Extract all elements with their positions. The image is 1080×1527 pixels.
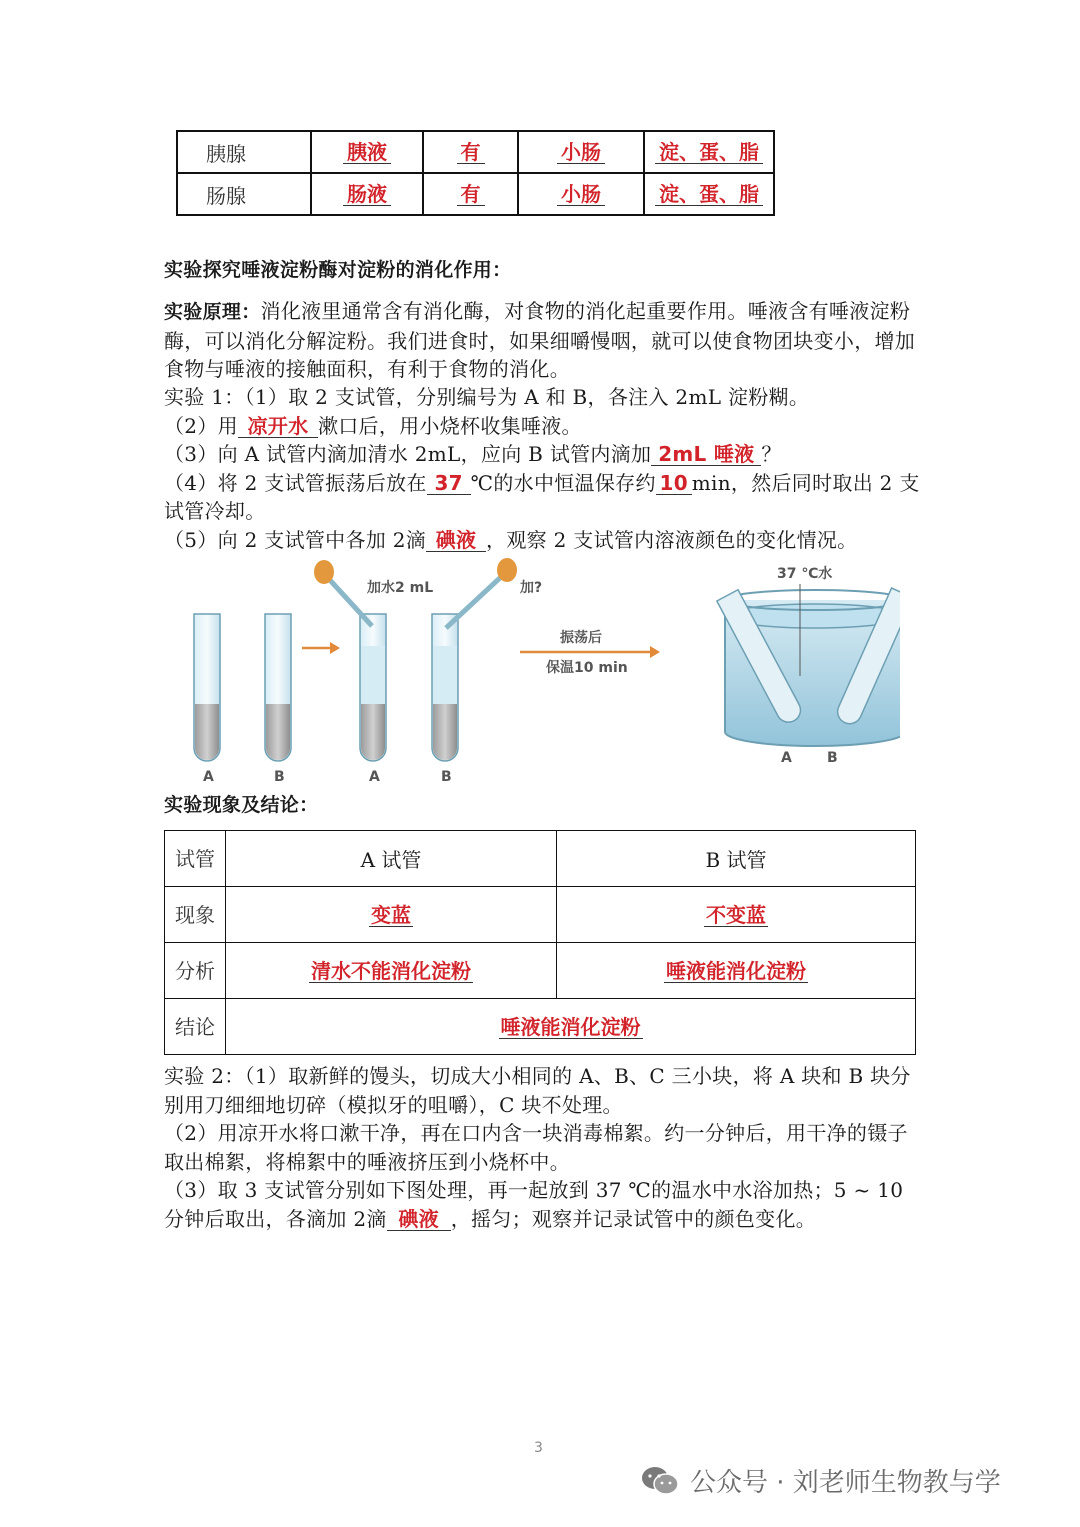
watermark — [640, 1462, 1001, 1499]
answer-juice: 肠液 — [343, 183, 391, 206]
label-water-bath: 37 ℃水 — [777, 566, 833, 582]
table-row — [177, 131, 774, 173]
results-table — [164, 830, 916, 1055]
row-label: 结论 — [165, 999, 226, 1055]
exp1-step3: （3）向 A 试管内滴加清水 2mL，应向 B 试管内滴加 2mL 唾液 ？ — [164, 442, 782, 466]
results-title: 实验现象及结论： — [164, 794, 319, 816]
header-a: A 试管 — [226, 831, 557, 887]
label-keep-warm: 保温10 min — [546, 660, 628, 676]
exp1-steps — [164, 383, 924, 554]
label-b: B — [827, 750, 838, 766]
table-row — [165, 831, 916, 887]
exp1-step5: （5）向 2 支试管中各加 2滴 碘液 ，观察 2 支试管内溶液颜色的变化情况。 — [164, 527, 858, 552]
experiment-figure — [180, 556, 900, 790]
test-tube-a-water — [360, 614, 386, 761]
answer-site: 小肠 — [557, 141, 605, 164]
label-shake: 振荡后 — [560, 630, 602, 646]
answer-temp: 37 — [427, 472, 471, 495]
label-a: A — [369, 769, 380, 785]
answer-rinse: 凉开水 — [238, 415, 318, 438]
answer-time: 10 — [656, 472, 692, 495]
answer-juice: 胰液 — [343, 141, 391, 164]
answer-iodine: 碘液 — [426, 529, 486, 552]
answer-enzyme: 有 — [457, 141, 485, 164]
principle-text: 消化液里通常含有消化酶，对食物的消化起重要作用。唾液含有唾液淀粉酶，可以消化分解淀粉。我们进食时，如果细嚼慢咽，就可以使食物团块变小，增加食物与唾液的接触面积，有利于食物的消化。 — [164, 299, 916, 381]
exp2-step1: 实验 2：（1）取新鲜的馒头，切成大小相同的 A、B、C 三小块，将 A 块和 B 块分别用刀细细地切碎（模拟牙的咀嚼），C 块不处理。 — [164, 1064, 911, 1117]
label-add-water: 加水2 mL — [367, 580, 434, 596]
exp1-step4: （4）将 2 支试管振荡后放在 37 ℃的水中恒温保存约 10 min，然后同时取出 2 支试管冷却。 — [164, 470, 920, 523]
row-label: 分析 — [165, 943, 226, 999]
gland-cell: 胰腺 — [177, 131, 311, 173]
principle-paragraph — [164, 297, 924, 384]
answer-analysis-b: 唾液能消化淀粉 — [666, 958, 806, 983]
test-tube-b-saliva — [432, 614, 458, 761]
answer-site: 小肠 — [557, 183, 605, 206]
header-b: B 试管 — [557, 831, 916, 887]
digestion-table — [176, 130, 775, 216]
answer-iodine: 碘液 — [387, 1208, 451, 1231]
row-label: 试管 — [165, 831, 226, 887]
label-a: A — [781, 750, 792, 766]
answer-digests: 淀、蛋、脂 — [655, 183, 763, 206]
exp2-steps — [164, 1062, 924, 1233]
exp1-step2: （2）用 凉开水 漱口后，用小烧杯收集唾液。 — [164, 413, 582, 438]
label-b: B — [274, 769, 285, 785]
arrow-icon — [520, 646, 660, 658]
answer-saliva: 2mL 唾液 — [651, 443, 761, 466]
answer-analysis-a: 清水不能消化淀粉 — [311, 958, 471, 983]
arrow-icon — [302, 642, 340, 654]
principle-label: 实验原理： — [164, 301, 261, 323]
exp1-step1: 实验 1：（1）取 2 支试管，分别编号为 A 和 B，各注入 2mL 淀粉糊。 — [164, 385, 810, 409]
dropper-icon — [314, 560, 372, 626]
table-row — [165, 943, 916, 999]
answer-digests: 淀、蛋、脂 — [655, 141, 763, 164]
exp2-step2: （2）用凉开水将口漱干净，再在口内含一块消毒棉絮。约一分钟后，用干净的镊子取出棉絮，将棉絮中的唾液挤压到小烧杯中。 — [164, 1121, 908, 1174]
answer-phenomenon-b: 不变蓝 — [706, 902, 766, 927]
page-number: 3 — [534, 1440, 543, 1456]
row-label: 现象 — [165, 887, 226, 943]
table-row — [165, 887, 916, 943]
answer-enzyme: 有 — [457, 183, 485, 206]
dropper-icon — [446, 558, 517, 628]
answer-conclusion: 唾液能消化淀粉 — [500, 1014, 641, 1039]
test-tube-b-initial — [265, 614, 291, 761]
table-row — [177, 173, 774, 215]
section-title: 实验探究唾液淀粉酶对淀粉的消化作用： — [164, 259, 512, 281]
test-tube-a-initial — [194, 614, 220, 761]
table-row — [165, 999, 916, 1055]
label-b: B — [441, 769, 452, 785]
label-a: A — [203, 769, 214, 785]
beaker-icon — [717, 584, 900, 746]
wechat-icon — [640, 1465, 680, 1497]
gland-cell: 肠腺 — [177, 173, 311, 215]
label-add-question: 加? — [520, 580, 543, 596]
watermark-text: 公众号 · 刘老师生物教与学 — [690, 1468, 1001, 1498]
exp2-step3: （3）取 3 支试管分别如下图处理，再一起放到 37 ℃的温水中水浴加热；5 ~ 10 分钟后取出，各滴加 2滴 碘液 ，摇匀；观察并记录试管中的颜色变化。 — [164, 1178, 904, 1231]
answer-phenomenon-a: 变蓝 — [371, 902, 411, 927]
